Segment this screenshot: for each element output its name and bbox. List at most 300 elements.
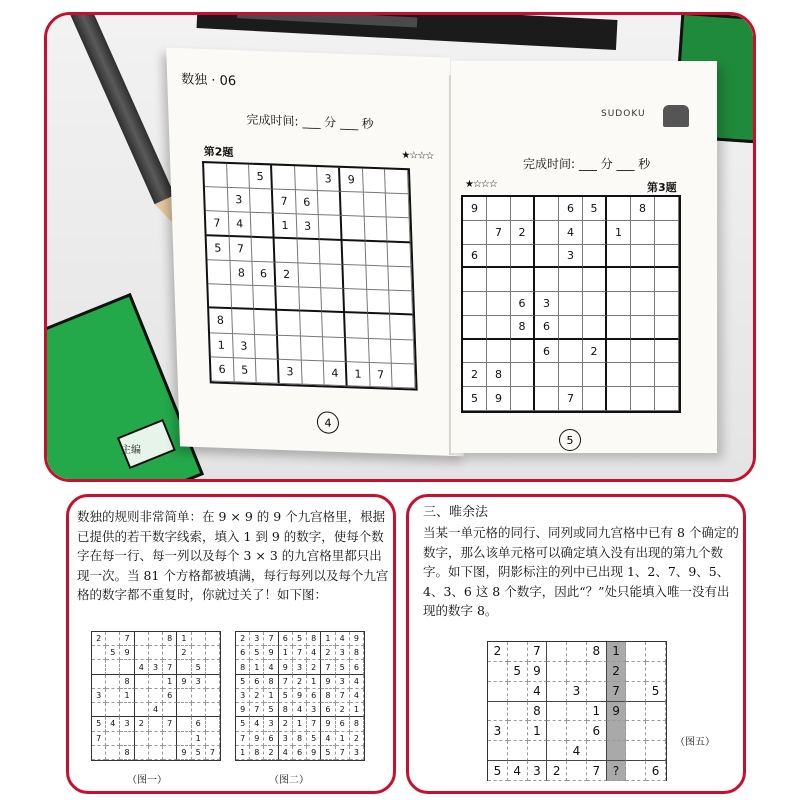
grid-cell: 5	[264, 703, 278, 717]
grid-cell	[547, 662, 567, 682]
grid-cell: 5	[463, 387, 487, 411]
grid-cell: 9	[279, 660, 293, 674]
grid-cell: 3	[296, 215, 320, 240]
technique-heading: 三、唯余法	[423, 505, 489, 520]
grid-cell	[583, 268, 607, 292]
grid-cell: 2	[583, 340, 607, 364]
grid-cell: 5	[236, 717, 250, 731]
grid-cell: 9	[293, 689, 307, 703]
grid-cell	[192, 689, 206, 703]
figure-5-grid	[487, 641, 667, 781]
grid-cell: 8	[587, 642, 607, 662]
grid-cell	[192, 703, 206, 717]
grid-cell: 3	[279, 360, 303, 385]
grid-cell: 9	[236, 703, 250, 717]
grid-cell: 7	[321, 660, 335, 674]
difficulty-stars: ★☆☆☆	[401, 149, 434, 163]
grid-cell: 1	[250, 660, 264, 674]
grid-cell: 6	[559, 197, 583, 221]
grid-cell	[92, 703, 106, 717]
rules-paragraph: 数独的规则非常简单：在 9 × 9 的 9 个九宫格里，根据已提供的若干数字线索，填入 1 到 9 的数字，使每个数字在每一行、每一列以及每个 3 × 3 的九宫格里都只出现一次。当 81 个方格都被填满，每行每列以及每个九宫格的数字都不重复时，你就过关了！如下图：	[77, 509, 389, 602]
grid-cell: 4	[321, 732, 335, 746]
grid-cell	[368, 314, 392, 339]
grid-cell	[342, 216, 366, 241]
grid-cell	[390, 291, 413, 316]
grid-cell	[607, 340, 631, 364]
grid-cell	[511, 197, 535, 221]
figure-1-label: （图一）	[127, 775, 167, 786]
grid-cell	[463, 221, 487, 245]
grid-cell	[251, 213, 274, 238]
grid-cell	[149, 746, 163, 760]
grid-cell	[487, 292, 511, 316]
grid-cell: 7	[336, 746, 350, 760]
grid-cell	[276, 287, 300, 312]
grid-cell: 6	[511, 292, 535, 316]
grid-cell	[535, 387, 559, 411]
grid-cell	[583, 316, 607, 340]
grid-cell: 4	[250, 717, 264, 731]
grid-cell: 8	[350, 717, 364, 731]
grid-cell: 5	[307, 732, 321, 746]
grid-cell	[607, 387, 631, 411]
grid-cell	[646, 662, 666, 682]
grid-cell	[607, 741, 627, 761]
grid-cell	[390, 315, 413, 340]
grid-cell: 5	[336, 660, 350, 674]
grid-cell: 7	[163, 717, 177, 731]
figure-2-grid	[235, 631, 365, 761]
grid-cell: 7	[206, 746, 220, 760]
grid-cell: 3	[350, 746, 364, 760]
grid-cell: ?	[607, 761, 627, 781]
grid-cell	[252, 237, 275, 262]
grid-cell	[343, 241, 367, 266]
grid-cell	[369, 338, 393, 363]
grid-cell: 8	[293, 732, 307, 746]
grid-cell: 4	[106, 717, 120, 731]
grid-cell	[559, 292, 583, 316]
grid-cell: 7	[587, 761, 607, 781]
grid-cell	[655, 245, 679, 269]
grid-cell: 4	[324, 361, 347, 386]
grid-cell: 8	[120, 675, 134, 689]
grid-cell	[298, 263, 322, 288]
grid-cell	[177, 717, 191, 731]
grid-cell: 7	[92, 732, 106, 746]
grid-cell: 3	[279, 732, 293, 746]
grid-cell	[135, 632, 149, 646]
grid-cell	[626, 682, 646, 702]
grid-cell	[646, 741, 666, 761]
grid-cell	[385, 169, 408, 194]
grid-cell	[607, 268, 631, 292]
page-number: 5	[559, 429, 581, 451]
grid-cell: 1	[264, 689, 278, 703]
grid-cell	[206, 717, 220, 731]
grid-cell: 4	[528, 682, 548, 702]
grid-cell: 4	[264, 660, 278, 674]
grid-cell	[587, 662, 607, 682]
grid-cell: 7	[120, 632, 134, 646]
technique-card	[406, 494, 746, 794]
grid-cell	[631, 268, 655, 292]
grid-cell	[322, 288, 345, 313]
grid-cell	[631, 363, 655, 387]
grid-cell: 3	[192, 675, 206, 689]
grid-cell	[463, 292, 487, 316]
grid-cell	[655, 316, 679, 340]
grid-cell	[583, 292, 607, 316]
grid-cell: 4	[559, 221, 583, 245]
page-header: 数独 · 06	[180, 72, 237, 90]
grid-cell: 1	[279, 646, 293, 660]
grid-cell	[511, 363, 535, 387]
grid-cell: 1	[607, 642, 627, 662]
grid-cell: 4	[350, 675, 364, 689]
grid-cell: 8	[209, 309, 232, 334]
grid-cell	[207, 260, 230, 285]
grid-cell: 7	[607, 682, 627, 702]
grid-cell: 8	[487, 363, 511, 387]
grid-cell	[646, 642, 666, 662]
grid-cell	[367, 290, 391, 315]
grid-cell	[366, 266, 390, 291]
grid-cell: 9	[264, 646, 278, 660]
grid-cell	[318, 191, 341, 216]
grid-cell	[607, 292, 631, 316]
grid-cell: 8	[120, 746, 134, 760]
technique-paragraph: 当某一单元格的同行、同列或同九宫格中已有 8 个确定的数字，那么该单元格可以确定填入没有出现的第九个数字。如下图，阴影标注的列中已出现 1、2、7、9、5、4、3、6 这 8 个数字，因此“？”处只能填入唯一没有出现的数字 8。	[423, 525, 739, 618]
grid-cell: 7	[336, 689, 350, 703]
grid-cell	[559, 268, 583, 292]
grid-cell: 1	[350, 703, 364, 717]
grid-cell	[487, 245, 511, 269]
grid-cell	[631, 340, 655, 364]
grid-cell: 2	[250, 689, 264, 703]
grid-cell	[204, 163, 227, 188]
grid-cell	[275, 238, 299, 263]
grid-cell: 1	[120, 689, 134, 703]
grid-cell: 8	[350, 646, 364, 660]
grid-cell: 9	[321, 717, 335, 731]
grid-cell	[463, 316, 487, 340]
grid-cell	[163, 703, 177, 717]
grid-cell: 3	[336, 646, 350, 660]
timer-label: 完成时间: ___ 分 ___ 秒	[246, 112, 374, 131]
grid-cell: 9	[250, 732, 264, 746]
grid-cell: 3	[307, 703, 321, 717]
grid-cell	[135, 732, 149, 746]
grid-cell	[508, 682, 528, 702]
grid-cell: 1	[236, 746, 250, 760]
grid-cell	[106, 689, 120, 703]
grid-cell: 6	[211, 357, 234, 382]
grid-cell	[319, 216, 342, 241]
grid-cell: 9	[350, 632, 364, 646]
grid-cell: 4	[508, 761, 528, 781]
grid-cell	[626, 761, 646, 781]
grid-cell: 5	[279, 689, 293, 703]
grid-cell	[626, 721, 646, 741]
grid-cell: 2	[92, 632, 106, 646]
grid-cell	[631, 316, 655, 340]
grid-cell: 2	[463, 363, 487, 387]
grid-cell	[231, 285, 255, 310]
grid-cell	[567, 761, 587, 781]
grid-cell: 3	[535, 292, 559, 316]
grid-cell: 1	[321, 632, 335, 646]
timer-label: 完成时间: ___ 分 ___ 秒	[523, 157, 651, 171]
book-photo	[44, 12, 756, 482]
grid-cell	[344, 289, 368, 314]
grid-cell	[389, 266, 412, 291]
grid-cell	[206, 632, 220, 646]
grid-cell	[559, 316, 583, 340]
grid-cell	[272, 165, 296, 190]
grid-cell: 7	[229, 237, 253, 262]
grid-cell	[583, 363, 607, 387]
grid-cell	[177, 689, 191, 703]
grid-cell: 5	[583, 197, 607, 221]
grid-cell: 4	[567, 741, 587, 761]
grid-cell: 3	[317, 167, 340, 192]
grid-cell	[488, 682, 508, 702]
grid-cell	[322, 313, 345, 338]
grid-cell: 5	[106, 646, 120, 660]
grid-cell: 1	[607, 221, 631, 245]
grid-cell: 3	[528, 761, 548, 781]
grid-cell	[177, 703, 191, 717]
grid-cell	[250, 189, 273, 214]
right-page	[451, 61, 717, 453]
grid-cell: 5	[192, 746, 206, 760]
left-page	[166, 48, 464, 457]
grid-cell: 6	[307, 689, 321, 703]
grid-cell: 3	[92, 689, 106, 703]
grid-cell: 4	[336, 632, 350, 646]
grid-cell: 5	[321, 746, 335, 760]
grid-cell: 9	[177, 675, 191, 689]
grid-cell	[607, 316, 631, 340]
grid-cell: 8	[511, 316, 535, 340]
grid-cell: 1	[347, 362, 371, 387]
grid-cell	[106, 746, 120, 760]
grid-cell	[227, 164, 251, 189]
grid-cell	[463, 340, 487, 364]
grid-cell	[320, 240, 343, 265]
grid-cell: 5	[207, 236, 230, 261]
grid-cell: 2	[488, 642, 508, 662]
grid-cell: 3	[293, 660, 307, 674]
grid-cell	[206, 703, 220, 717]
grid-cell	[254, 310, 277, 335]
grid-cell	[508, 642, 528, 662]
grid-cell	[655, 340, 679, 364]
grid-cell: 9	[120, 646, 134, 660]
grid-cell: 5	[192, 660, 206, 674]
grid-cell	[487, 340, 511, 364]
grid-cell	[587, 682, 607, 702]
grid-cell: 4	[149, 703, 163, 717]
grid-cell	[587, 741, 607, 761]
grid-cell	[488, 741, 508, 761]
grid-cell: 2	[279, 717, 293, 731]
rules-card	[66, 494, 396, 794]
grid-cell: 5	[250, 646, 264, 660]
grid-cell	[163, 746, 177, 760]
grid-cell	[511, 245, 535, 269]
grid-cell: 7	[163, 660, 177, 674]
grid-cell: 3	[250, 632, 264, 646]
grid-cell	[567, 702, 587, 722]
grid-cell: 4	[279, 746, 293, 760]
grid-cell: 5	[234, 358, 258, 383]
grid-cell: 2	[307, 660, 321, 674]
grid-cell	[508, 721, 528, 741]
grid-cell	[301, 360, 325, 385]
grid-cell	[106, 632, 120, 646]
grid-cell: 8	[163, 632, 177, 646]
grid-cell: 6	[535, 316, 559, 340]
grid-cell: 1	[192, 732, 206, 746]
grid-cell: 8	[236, 660, 250, 674]
grid-cell: 8	[264, 675, 278, 689]
grid-cell	[323, 337, 346, 362]
grid-cell	[206, 660, 220, 674]
grid-cell	[149, 732, 163, 746]
grid-cell	[208, 284, 231, 309]
grid-cell: 3	[236, 689, 250, 703]
grid-cell	[607, 363, 631, 387]
grid-cell: 1	[528, 721, 548, 741]
grid-cell: 1	[336, 732, 350, 746]
grid-cell: 4	[135, 660, 149, 674]
grid-cell: 9	[463, 197, 487, 221]
grid-cell	[535, 197, 559, 221]
grid-cell	[547, 642, 567, 662]
grid-cell	[106, 732, 120, 746]
grid-cell	[583, 387, 607, 411]
spine-label	[237, 12, 417, 28]
grid-cell: 8	[631, 197, 655, 221]
grid-cell	[626, 702, 646, 722]
grid-cell	[488, 702, 508, 722]
grid-cell	[559, 340, 583, 364]
difficulty-stars: ★☆☆☆	[465, 179, 497, 190]
grid-cell	[535, 221, 559, 245]
grid-cell: 5	[293, 632, 307, 646]
grid-cell: 3	[120, 717, 134, 731]
mascot-icon	[663, 105, 689, 127]
grid-cell: 2	[607, 662, 627, 682]
grid-cell: 3	[149, 660, 163, 674]
grid-cell	[655, 292, 679, 316]
grid-cell	[106, 675, 120, 689]
grid-cell	[547, 741, 567, 761]
grid-cell: 7	[307, 717, 321, 731]
sudoku-grid-right	[461, 195, 681, 413]
grid-cell	[341, 192, 365, 217]
grid-cell	[92, 660, 106, 674]
grid-cell: 6	[293, 746, 307, 760]
grid-cell	[301, 336, 325, 361]
grid-cell	[135, 646, 149, 660]
grid-cell: 5	[488, 761, 508, 781]
grid-cell: 6	[264, 732, 278, 746]
grid-cell: 5	[236, 675, 250, 689]
grid-cell: 9	[307, 746, 321, 760]
grid-cell	[135, 703, 149, 717]
grid-cell	[391, 339, 414, 364]
question-label: 第2题	[203, 145, 234, 160]
grid-cell	[364, 217, 388, 242]
grid-cell	[392, 364, 415, 389]
grid-cell	[277, 311, 301, 336]
figure-5-label: （图五）	[675, 737, 715, 748]
grid-cell: 6	[192, 717, 206, 731]
grid-cell: 7	[273, 190, 297, 215]
grid-cell	[631, 221, 655, 245]
grid-cell	[135, 689, 149, 703]
grid-cell	[205, 187, 228, 212]
grid-cell	[149, 675, 163, 689]
grid-cell	[345, 313, 369, 338]
grid-cell: 2	[135, 717, 149, 731]
grid-cell: 1	[177, 632, 191, 646]
grid-cell	[631, 292, 655, 316]
grid-cell	[626, 642, 646, 662]
grid-cell: 7	[206, 212, 229, 237]
grid-cell: 5	[646, 682, 666, 702]
grid-cell	[626, 741, 646, 761]
grid-cell	[321, 264, 344, 289]
grid-cell	[631, 387, 655, 411]
grid-cell: 6	[587, 721, 607, 741]
grid-cell: 7	[236, 732, 250, 746]
grid-cell: 8	[307, 632, 321, 646]
grid-cell: 6	[336, 717, 350, 731]
grid-cell: 7	[250, 703, 264, 717]
grid-cell: 8	[230, 261, 254, 286]
grid-cell	[206, 646, 220, 660]
grid-cell	[626, 662, 646, 682]
grid-cell	[528, 741, 548, 761]
grid-cell: 2	[275, 262, 299, 287]
grid-cell	[511, 387, 535, 411]
grid-cell	[567, 662, 587, 682]
grid-cell: 6	[250, 675, 264, 689]
grid-cell	[607, 245, 631, 269]
grid-cell: 6	[236, 646, 250, 660]
grid-cell: 5	[249, 165, 272, 190]
grid-cell	[487, 268, 511, 292]
grid-cell: 3	[336, 675, 350, 689]
grid-cell	[256, 359, 279, 384]
grid-cell	[106, 703, 120, 717]
grid-cell	[149, 646, 163, 660]
grid-cell: 9	[607, 702, 627, 722]
grid-cell: 1	[293, 717, 307, 731]
grid-cell	[343, 265, 367, 290]
grid-cell: 9	[487, 387, 511, 411]
grid-cell	[254, 286, 277, 311]
grid-cell: 7	[559, 387, 583, 411]
grid-cell	[386, 194, 409, 219]
question-label: 第3题	[647, 181, 677, 194]
sudoku-logo: SUDOKU	[601, 109, 646, 119]
grid-cell: 6	[163, 689, 177, 703]
